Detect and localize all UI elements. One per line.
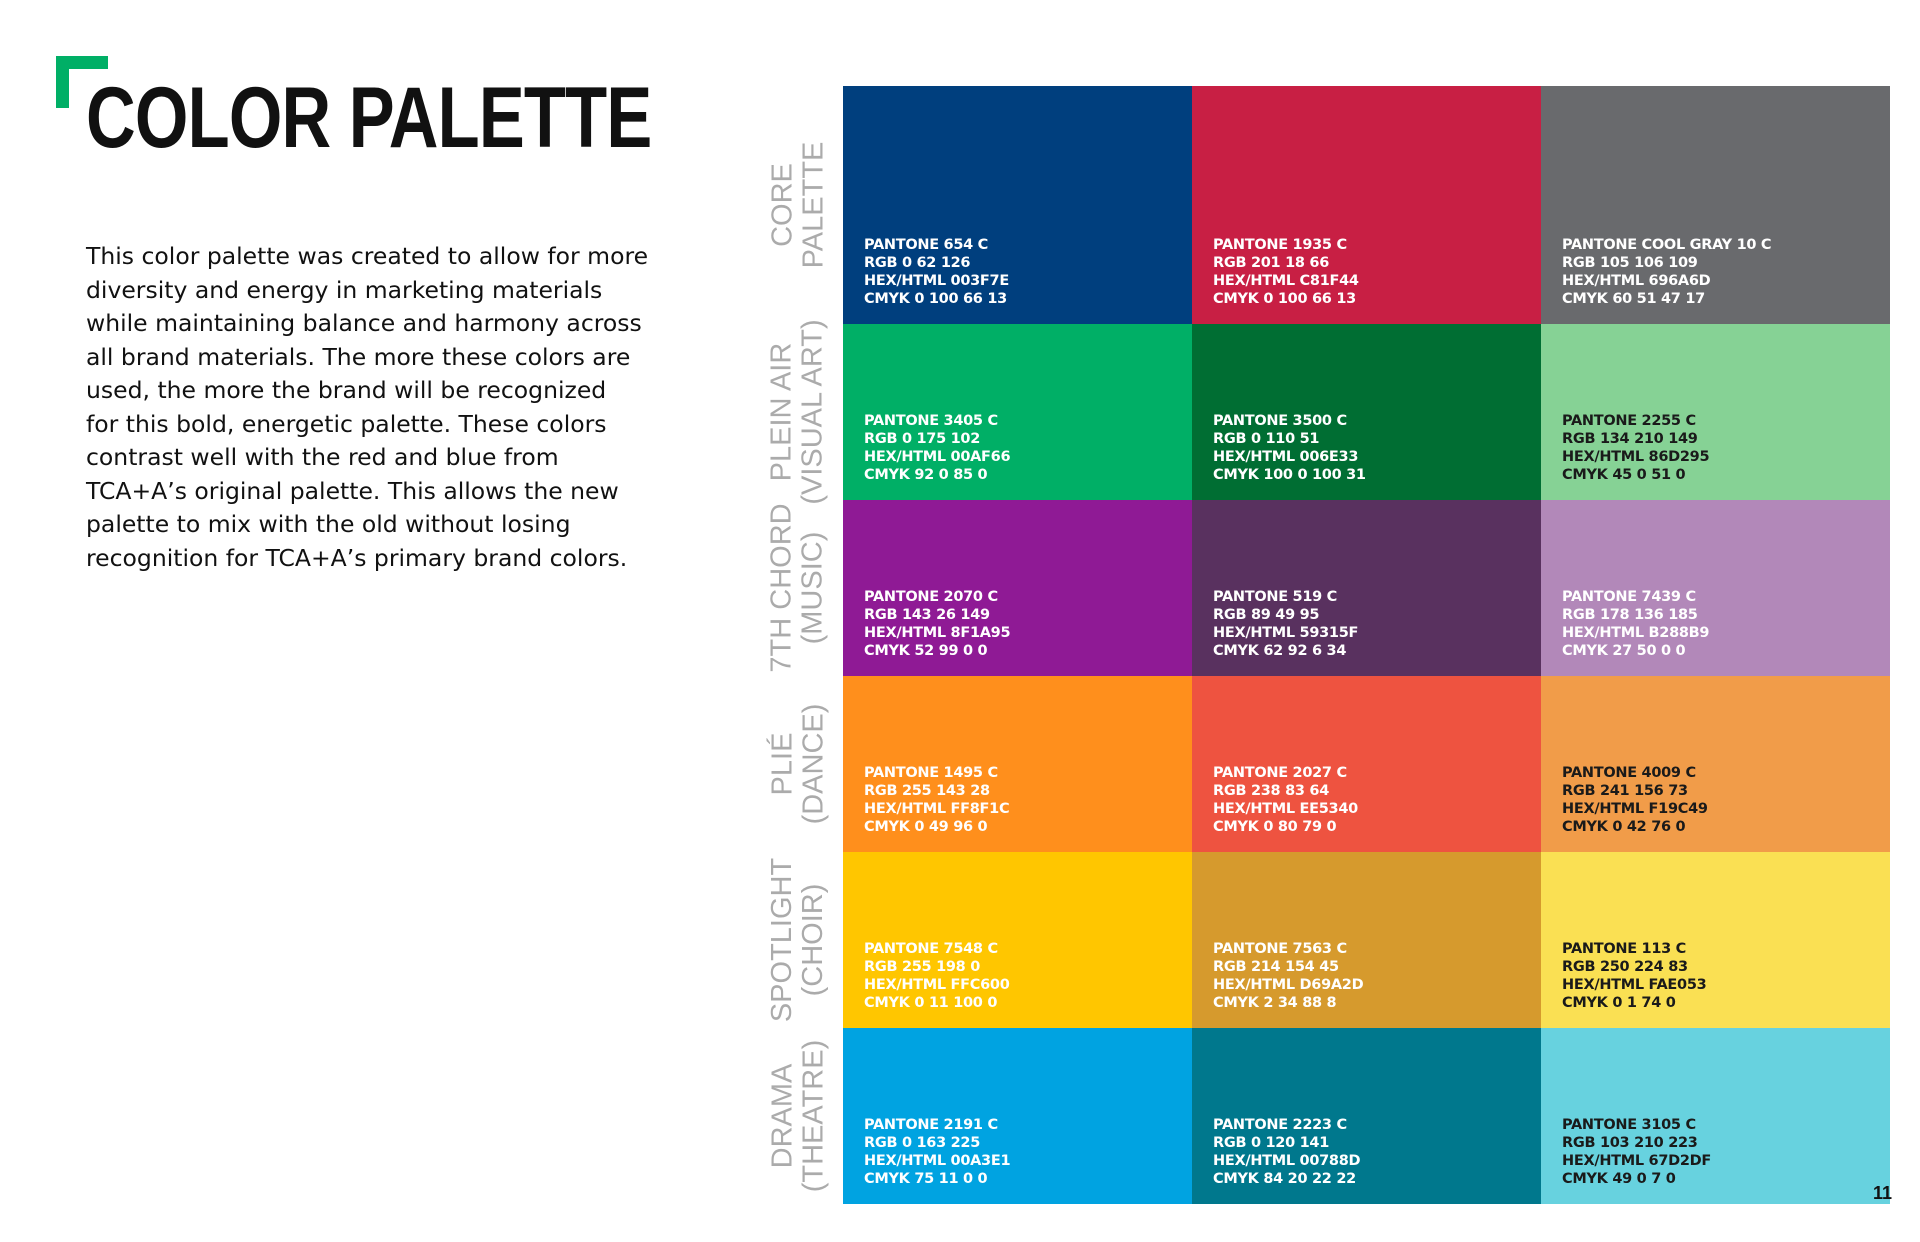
row-label xyxy=(748,500,848,676)
swatch-cmyk: CMYK 27 50 0 0 xyxy=(1562,643,1686,659)
swatch-rgb: RGB 255 198 0 xyxy=(864,959,980,975)
swatch-pantone: PANTONE 2027 C xyxy=(1213,765,1347,781)
swatch-rgb: RGB 0 163 225 xyxy=(864,1135,980,1151)
row-label-line: (MUSIC) xyxy=(797,531,830,645)
swatch-rgb: RGB 201 18 66 xyxy=(1213,255,1329,271)
row-label-line: SPOTLIGHT xyxy=(766,857,799,1023)
row-label xyxy=(748,676,848,852)
swatch-hex: HEX/HTML 86D295 xyxy=(1562,449,1710,465)
swatch-hex: HEX/HTML 59315F xyxy=(1213,625,1359,641)
swatch-hex: HEX/HTML FFC600 xyxy=(864,977,1010,993)
color-swatch xyxy=(843,676,1192,852)
swatch-rgb: RGB 143 26 149 xyxy=(864,607,990,623)
swatch-rgb: RGB 241 156 73 xyxy=(1562,783,1688,799)
row-label-line: CORE xyxy=(766,163,798,247)
swatch-rgb: RGB 250 224 83 xyxy=(1562,959,1688,975)
swatch-rgb: RGB 105 106 109 xyxy=(1562,255,1698,271)
swatch-cmyk: CMYK 0 80 79 0 xyxy=(1213,819,1337,835)
swatch-pantone: PANTONE 4009 C xyxy=(1562,765,1696,781)
swatch-pantone: PANTONE 2070 C xyxy=(864,589,998,605)
swatch-hex: HEX/HTML D69A2D xyxy=(1213,977,1364,993)
swatch-pantone: PANTONE 3500 C xyxy=(1213,413,1347,429)
swatch-cmyk: CMYK 0 100 66 13 xyxy=(1213,291,1356,307)
row-label xyxy=(748,86,848,324)
color-swatch xyxy=(1541,324,1890,500)
color-swatch xyxy=(1541,1028,1890,1204)
page-title: COLOR PALETTE xyxy=(86,70,652,166)
row-label-line: (VISUAL ART) xyxy=(797,319,830,505)
color-swatch xyxy=(843,852,1192,1028)
swatch-rgb: RGB 0 62 126 xyxy=(864,255,971,271)
swatch-cmyk: CMYK 0 11 100 0 xyxy=(864,995,998,1011)
row-label-line: (DANCE) xyxy=(797,703,829,825)
swatch-pantone: PANTONE 3405 C xyxy=(864,413,998,429)
color-swatch xyxy=(843,500,1192,676)
palette-grid xyxy=(843,86,1890,1204)
color-swatch xyxy=(843,324,1192,500)
color-swatch xyxy=(1192,852,1541,1028)
swatch-pantone: PANTONE 7548 C xyxy=(864,941,998,957)
row-label-line: (THEATRE) xyxy=(797,1039,830,1193)
row-label-line: PALETTE xyxy=(797,141,829,269)
swatch-rgb: RGB 0 120 141 xyxy=(1213,1135,1329,1151)
swatch-hex: HEX/HTML C81F44 xyxy=(1213,273,1359,289)
intro-line: used, the more the brand will be recognized xyxy=(86,376,607,404)
swatch-cmyk: CMYK 75 11 0 0 xyxy=(864,1171,988,1187)
swatch-rgb: RGB 89 49 95 xyxy=(1213,607,1320,623)
swatch-cmyk: CMYK 100 0 100 31 xyxy=(1213,467,1366,483)
swatch-rgb: RGB 178 136 185 xyxy=(1562,607,1698,623)
swatch-pantone: PANTONE 2255 C xyxy=(1562,413,1696,429)
color-swatch xyxy=(1192,86,1541,324)
swatch-pantone: PANTONE COOL GRAY 10 C xyxy=(1562,237,1772,253)
intro-line: all brand materials. The more these colors are xyxy=(86,342,631,371)
swatch-pantone: PANTONE 7563 C xyxy=(1213,941,1347,957)
swatch-cmyk: CMYK 49 0 7 0 xyxy=(1562,1171,1676,1187)
swatch-cmyk: CMYK 52 99 0 0 xyxy=(864,643,988,659)
intro-line: while maintaining balance and harmony across xyxy=(86,309,642,337)
swatch-hex: HEX/HTML 006E33 xyxy=(1213,449,1359,465)
row-label-line: PLEIN AIR xyxy=(766,342,799,482)
page-number: 11 xyxy=(1872,1183,1892,1203)
swatch-cmyk: CMYK 0 100 66 13 xyxy=(864,291,1007,307)
swatch-rgb: RGB 0 175 102 xyxy=(864,431,980,447)
swatch-hex: HEX/HTML 696A6D xyxy=(1562,273,1711,289)
swatch-rgb: RGB 0 110 51 xyxy=(1213,431,1320,447)
swatch-rgb: RGB 238 83 64 xyxy=(1213,783,1329,799)
swatch-pantone: PANTONE 1935 C xyxy=(1213,237,1347,253)
swatch-rgb: RGB 214 154 45 xyxy=(1213,959,1339,975)
row-label xyxy=(748,852,848,1028)
intro-line: recognition for TCA+A’s primary brand colors. xyxy=(86,543,628,572)
swatch-cmyk: CMYK 0 42 76 0 xyxy=(1562,819,1686,835)
row-label-line: 7TH CHORD xyxy=(766,503,799,673)
swatch-hex: HEX/HTML FAE053 xyxy=(1562,977,1707,993)
intro-line: This color palette was created to allow for more xyxy=(86,242,649,270)
swatch-pantone: PANTONE 113 C xyxy=(1562,941,1687,957)
intro-line: diversity and energy in marketing materials xyxy=(86,275,603,304)
swatch-hex: HEX/HTML 00AF66 xyxy=(864,449,1011,465)
color-swatch xyxy=(1192,500,1541,676)
swatch-rgb: RGB 134 210 149 xyxy=(1562,431,1698,447)
swatch-rgb: RGB 255 143 28 xyxy=(864,783,990,799)
swatch-pantone: PANTONE 519 C xyxy=(1213,589,1338,605)
swatch-hex: HEX/HTML B288B9 xyxy=(1562,625,1710,641)
swatch-hex: HEX/HTML 00788D xyxy=(1213,1153,1361,1169)
swatch-cmyk: CMYK 0 1 74 0 xyxy=(1562,995,1676,1011)
color-swatch xyxy=(1541,500,1890,676)
swatch-pantone: PANTONE 7439 C xyxy=(1562,589,1696,605)
color-swatch xyxy=(1192,676,1541,852)
color-swatch xyxy=(1541,86,1890,324)
swatch-pantone: PANTONE 3105 C xyxy=(1562,1117,1696,1133)
swatch-cmyk: CMYK 84 20 22 22 xyxy=(1213,1171,1356,1187)
intro-line: contrast well with the red and blue from xyxy=(86,443,559,471)
color-swatch xyxy=(1541,676,1890,852)
intro-line: TCA+A’s original palette. This allows the new xyxy=(86,476,619,505)
swatch-cmyk: CMYK 60 51 47 17 xyxy=(1562,291,1705,307)
color-swatch xyxy=(1192,1028,1541,1204)
row-label xyxy=(748,1028,848,1204)
swatch-hex: HEX/HTML 00A3E1 xyxy=(864,1153,1011,1169)
row-label-line: PLIÉ xyxy=(766,732,798,796)
color-swatch xyxy=(1192,324,1541,500)
swatch-hex: HEX/HTML 003F7E xyxy=(864,273,1009,289)
swatch-hex: HEX/HTML EE5340 xyxy=(1213,801,1358,817)
swatch-cmyk: CMYK 2 34 88 8 xyxy=(1213,995,1337,1011)
intro-paragraph xyxy=(86,240,686,575)
swatch-cmyk: CMYK 62 92 6 34 xyxy=(1213,643,1347,659)
swatch-hex: HEX/HTML F19C49 xyxy=(1562,801,1708,817)
color-swatch xyxy=(843,1028,1192,1204)
swatch-cmyk: CMYK 45 0 51 0 xyxy=(1562,467,1686,483)
swatch-pantone: PANTONE 2191 C xyxy=(864,1117,998,1133)
swatch-hex: HEX/HTML 8F1A95 xyxy=(864,625,1011,641)
swatch-pantone: PANTONE 1495 C xyxy=(864,765,998,781)
row-label-line: (CHOIR) xyxy=(797,883,830,997)
swatch-pantone: PANTONE 2223 C xyxy=(1213,1117,1347,1133)
swatch-cmyk: CMYK 92 0 85 0 xyxy=(864,467,988,483)
swatch-hex: HEX/HTML FF8F1C xyxy=(864,801,1010,817)
swatch-cmyk: CMYK 0 49 96 0 xyxy=(864,819,988,835)
color-swatch xyxy=(843,86,1192,324)
swatch-pantone: PANTONE 654 C xyxy=(864,237,989,253)
row-label xyxy=(748,319,848,505)
swatch-hex: HEX/HTML 67D2DF xyxy=(1562,1153,1712,1169)
swatch-rgb: RGB 103 210 223 xyxy=(1562,1135,1698,1151)
intro-line: palette to mix with the old without losing xyxy=(86,510,571,538)
intro-line: for this bold, energetic palette. These colors xyxy=(86,409,607,438)
color-swatch xyxy=(1541,852,1890,1028)
row-label-line: DRAMA xyxy=(766,1063,799,1169)
